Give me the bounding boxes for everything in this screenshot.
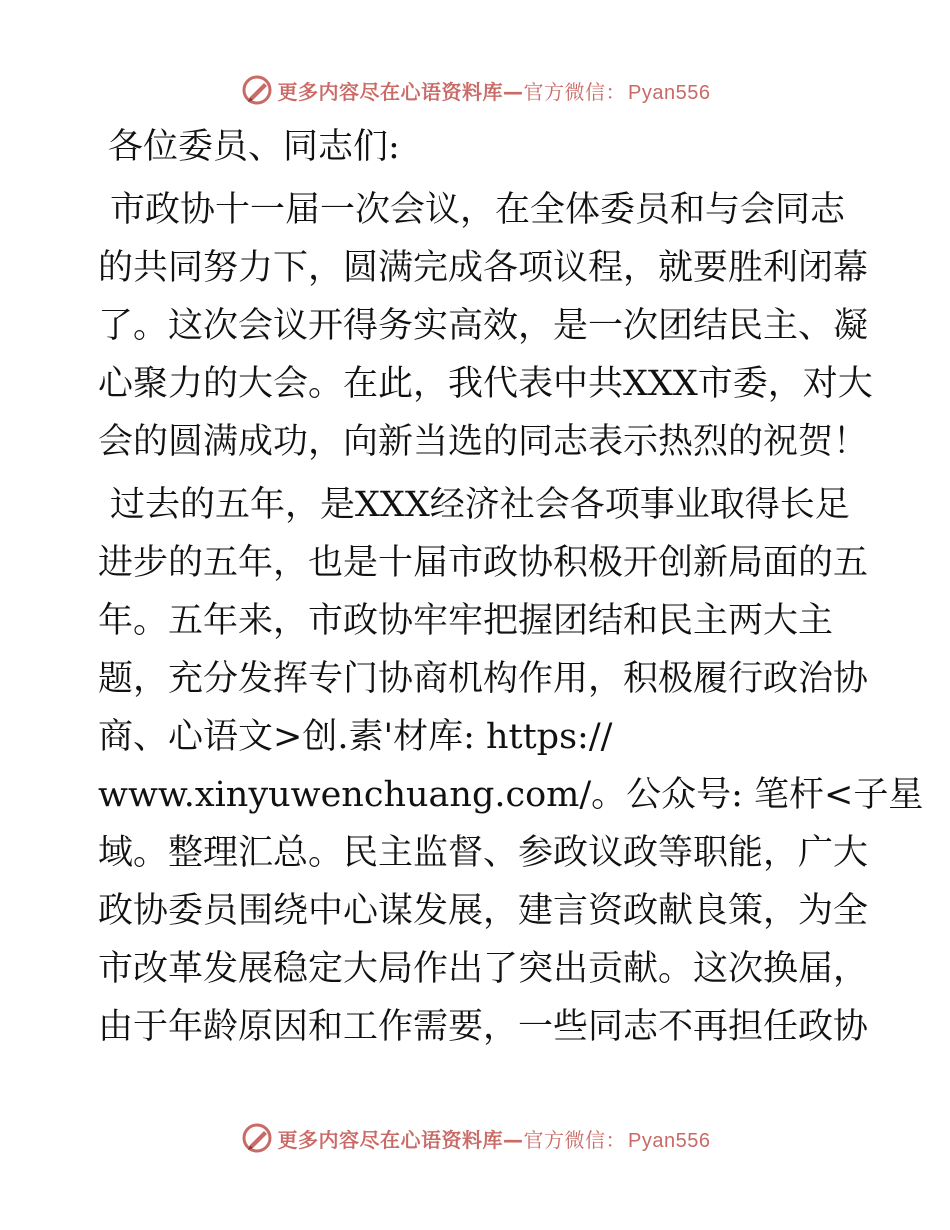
banner-main-text: 更多内容尽在心语资料库 [277, 1127, 504, 1152]
banner-main-text: 更多内容尽在心语资料库 [277, 79, 504, 104]
paragraph-line: 年。五年来，市政协牢牢把握团结和民主两大主 [98, 601, 834, 641]
paragraph-line: www.xinyuwenchuang.com/。公众号: 笔杆<子星 [98, 775, 924, 815]
paragraph-1 [98, 181, 873, 471]
paragraph-line: 市改革发展稳定大局作出了突出贡献。这次换届， [98, 949, 869, 989]
footer-banner [0, 1118, 950, 1158]
paragraph-line: 心聚力的大会。在此，我代表中共XXX市委，对大 [98, 364, 873, 404]
salutation: 各位委员、同志们: [108, 127, 400, 167]
paragraph-line: 的共同努力下，圆满完成各项议程，就要胜利闭幕 [98, 248, 869, 288]
paragraph-line: 政协委员围绕中心谋发展，建言资政献良策，为全 [98, 891, 869, 931]
paragraph-line: 由于年龄原因和工作需要，一些同志不再担任政协 [98, 1007, 869, 1047]
paragraph-line: 市政协十一届一次会议，在全体委员和与会同志 [110, 190, 846, 230]
paragraph-line: 域。整理汇总。民主监督、参政议政等职能，广大 [98, 833, 869, 873]
banner-text [278, 1124, 711, 1153]
banner-dash: — [503, 1127, 524, 1152]
paragraph-line: 进步的五年，也是十届市政协积极开创新局面的五 [98, 543, 869, 583]
paragraph-line: 了。这次会议开得务实高效，是一次团结民主、凝 [98, 306, 869, 346]
header-banner [0, 70, 950, 110]
paragraph-line: 商、心语文>创.素'材库: https:// [98, 717, 613, 757]
banner-official-label: 官方微信： [523, 79, 627, 104]
paragraph-line: 题，充分发挥专门协商机构作用，积极履行政治协 [98, 659, 869, 699]
paragraph-line: 会的圆满成功，向新当选的同志表示热烈的祝贺！ [98, 422, 869, 462]
banner-wechat-id: Pyan556 [628, 1129, 711, 1152]
paragraph-line: 过去的五年，是XXX经济社会各项事业取得长足 [110, 485, 850, 525]
banner-text [278, 76, 711, 105]
banner-official-label: 官方微信： [523, 1127, 627, 1152]
banner-dash: — [503, 79, 524, 104]
banner-wechat-id: Pyan556 [628, 81, 711, 104]
paragraph-2 [98, 476, 924, 1056]
pen-logo-icon [240, 1121, 274, 1155]
document-body [98, 118, 924, 1056]
pen-logo-icon [240, 73, 274, 107]
